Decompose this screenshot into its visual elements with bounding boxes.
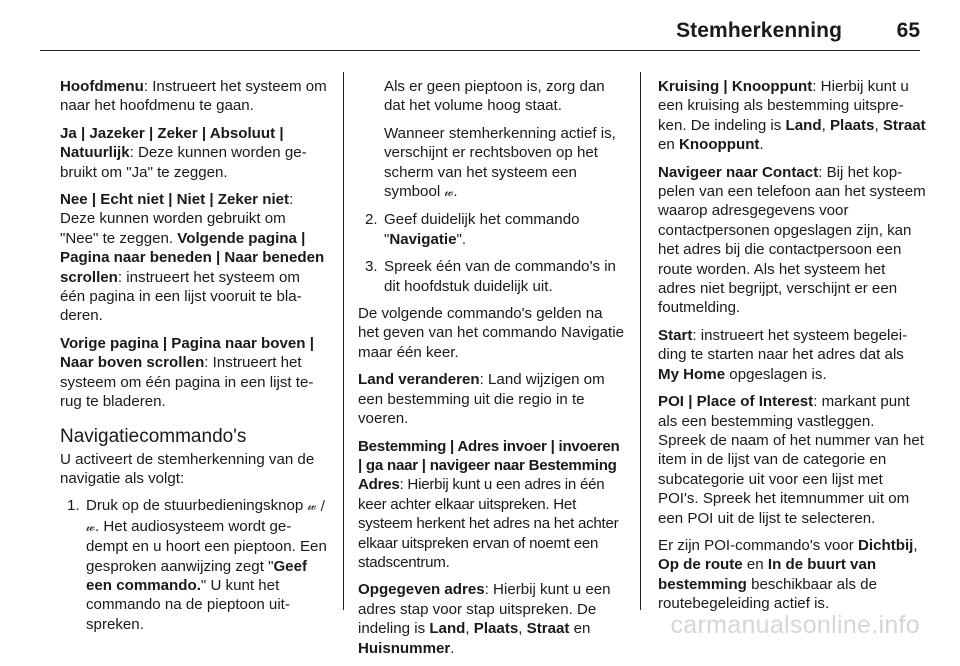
paragraph-start xyxy=(658,326,926,384)
command-term: Ja | Jazeker | Zeker | Absoluut | Natuurlijk xyxy=(60,124,284,162)
step-text: " U kunt het commando na de pieptoon uitspreken. xyxy=(86,576,290,633)
paragraph-text: , xyxy=(465,620,474,638)
paragraph-kruising xyxy=(658,77,926,155)
paragraph-land xyxy=(358,370,626,428)
paragraph-text: : Hierbij kunt u een kruising als bestemming uitspreken. De indeling is xyxy=(658,78,909,134)
command-term: Vorige pagina | Pagina naar boven | Naar boven scrollen xyxy=(60,334,314,372)
step-continuation xyxy=(358,124,626,203)
command-term: Opgegeven adres xyxy=(358,581,485,599)
command-term: Kruising | Knooppunt xyxy=(658,78,813,95)
command-term: Bestemming | Adres invoer | invoeren | ga naar | navigeer naar Bestemming Adres xyxy=(358,437,620,494)
paragraph-text: Er zijn POI-commando's voor xyxy=(658,536,858,554)
paragraph-text: : Hierbij kunt u een adres stap voor stap uitspreken. De indeling is xyxy=(358,581,611,638)
command-term: Nee | Echt niet | Niet | Zeker niet xyxy=(60,191,290,209)
step-text: Spreek één van de commando's in dit hoofdstuk duidelijk uit. xyxy=(384,258,616,295)
watermark: carmanualsonline.info xyxy=(670,611,920,639)
paragraph-text: : Land wijzigen om een bestemming uit die regio in te voeren. xyxy=(358,371,605,428)
paragraph-text: . xyxy=(450,639,455,657)
column-divider-2 xyxy=(640,72,641,610)
command-term: Land veranderen xyxy=(358,371,480,389)
paragraph-text: opgeslagen is. xyxy=(725,365,827,383)
command-term: Dichtbij xyxy=(858,536,914,554)
command-term: Land xyxy=(785,116,822,134)
step-1 xyxy=(60,496,328,634)
command-term: Straat xyxy=(882,116,926,134)
command-term: Op de route xyxy=(658,556,743,574)
paragraph-opgegeven xyxy=(358,580,626,658)
page-number: 65 xyxy=(896,19,920,42)
paragraph-text: en xyxy=(569,620,591,638)
section-heading: Navigatiecommando's xyxy=(60,425,247,447)
command-term: Plaats xyxy=(473,620,519,638)
column-2 xyxy=(358,77,626,666)
step-text: Druk op de stuurbedieningsknop xyxy=(86,497,308,515)
section-intro: U activeert de stemherkenning van de navigatie als volgt: xyxy=(60,450,315,487)
paragraph-ja xyxy=(60,124,328,182)
column-divider-1 xyxy=(343,72,344,610)
paragraph-text: beschikbaar als de routebegeleiding actief is. xyxy=(658,575,877,613)
step-3 xyxy=(358,257,626,296)
step-text: ". xyxy=(456,230,467,248)
paragraph-text: : instrueert het systeem begeleiding te starten naar het adres dat als xyxy=(658,326,908,364)
command-term: POI | Place of Interest xyxy=(658,393,814,411)
paragraph-poi-commands xyxy=(658,536,926,614)
paragraph-poi xyxy=(658,392,926,528)
steps-list xyxy=(358,210,626,296)
step-number: 3. xyxy=(365,258,378,276)
step-text: Geef duidelijk het commando " xyxy=(384,211,580,248)
paragraph-text: : Deze kunnen worden gebruikt om "Ja" te zeggen. xyxy=(60,144,307,181)
command-term: Start xyxy=(658,326,693,344)
command-term: In de buurt van bestemming xyxy=(658,556,877,593)
page-header xyxy=(0,0,960,50)
paragraph-nee xyxy=(60,190,328,326)
paragraph-text: : Deze kunnen worden gebruikt om "Nee" te zeggen. xyxy=(60,191,294,247)
command-term: Huisnummer xyxy=(358,639,451,657)
paragraph-text: : Bij het koppelen van een telefoon aan het systeem waarop adresgegevens voor contactpersonen opgeslagen zijn, kan het adres bij die contactpersoon een route worden. Als het systeem het adres niet begrijpt, verschijnt er een foutmelding. xyxy=(658,163,926,317)
paragraph-text: : Instrueert het systeem om één pagina in een lijst terug te bladeren. xyxy=(60,354,314,411)
spoken-prompt: Geef een commando. xyxy=(86,557,307,594)
step-number: 1. xyxy=(67,497,80,515)
paragraph-volgende: De volgende commando's gelden na het geven van het commando Navigatie maar één keer. xyxy=(358,305,624,361)
command-term: Navigatie xyxy=(389,230,457,248)
step-text: . Het audiosysteem wordt gedempt en u hoort een pieptoon. Een gesproken aanwijzing zegt " xyxy=(86,517,327,575)
command-term: Land xyxy=(429,620,466,638)
page-title: Stemherkenning xyxy=(676,19,842,42)
paragraph-text: . xyxy=(759,136,764,154)
paragraph-bestemming xyxy=(358,437,626,573)
paragraph-text: en xyxy=(658,136,679,154)
voice-symbol-icon: 𝓌 xyxy=(444,185,454,201)
paragraph-text: : Hierbij kunt u een adres in één keer achter elkaar uitspreken. Het systeem herkent het adres na het achter elkaar uitspreken ervan of noemt een stadscentrum. xyxy=(358,476,619,571)
command-term: Navigeer naar Contact xyxy=(658,163,819,181)
step-text: . xyxy=(453,183,458,201)
paragraph-text: : Instrueert het systeem om naar het hoofdmenu te gaan. xyxy=(60,78,327,115)
step-continuation: Als er geen pieptoon is, zorg dan dat het volume hoog staat. xyxy=(384,78,605,115)
paragraph-text: en xyxy=(742,556,768,574)
paragraph-text: , xyxy=(821,116,830,134)
command-term: Plaats xyxy=(829,116,875,134)
step-number: 2. xyxy=(365,211,378,229)
command-term: My Home xyxy=(658,365,726,383)
command-term: Knooppunt xyxy=(678,136,760,154)
paragraph-vorige xyxy=(60,334,328,412)
header-rule xyxy=(40,50,920,51)
paragraph-contact xyxy=(658,163,926,318)
paragraph-text: , xyxy=(913,536,918,554)
column-1 xyxy=(60,77,328,642)
paragraph-hoofdmenu xyxy=(60,77,328,116)
command-term: Straat xyxy=(526,620,570,638)
command-term: Hoofdmenu xyxy=(60,78,144,95)
step-text: Wanneer stemherkenning actief is, verschijnt er rechtsboven op het scherm van het systeem een symbool xyxy=(384,124,616,201)
voice-button-icon: 𝓌 / 𝓌 xyxy=(86,499,326,535)
column-3 xyxy=(658,77,926,622)
steps-list xyxy=(60,496,328,634)
paragraph-text: , xyxy=(874,116,883,134)
paragraph-text: : markant punt als een bestemming vastleggen. Spreek de naam of het nummer van het item in de lijst van de categorie en subcategorie uit voor een lijst met POI's. Spreek het itemnummer uit om een POI uit de lijst te selecteren. xyxy=(658,393,924,527)
step-2 xyxy=(358,210,626,249)
paragraph-text: , xyxy=(518,620,527,638)
command-term: Volgende pagina | Pagina naar beneden | Naar beneden scrollen xyxy=(60,229,325,286)
paragraph-text: : instrueert het systeem om één pagina in een lijst vooruit te bladeren. xyxy=(60,268,302,325)
